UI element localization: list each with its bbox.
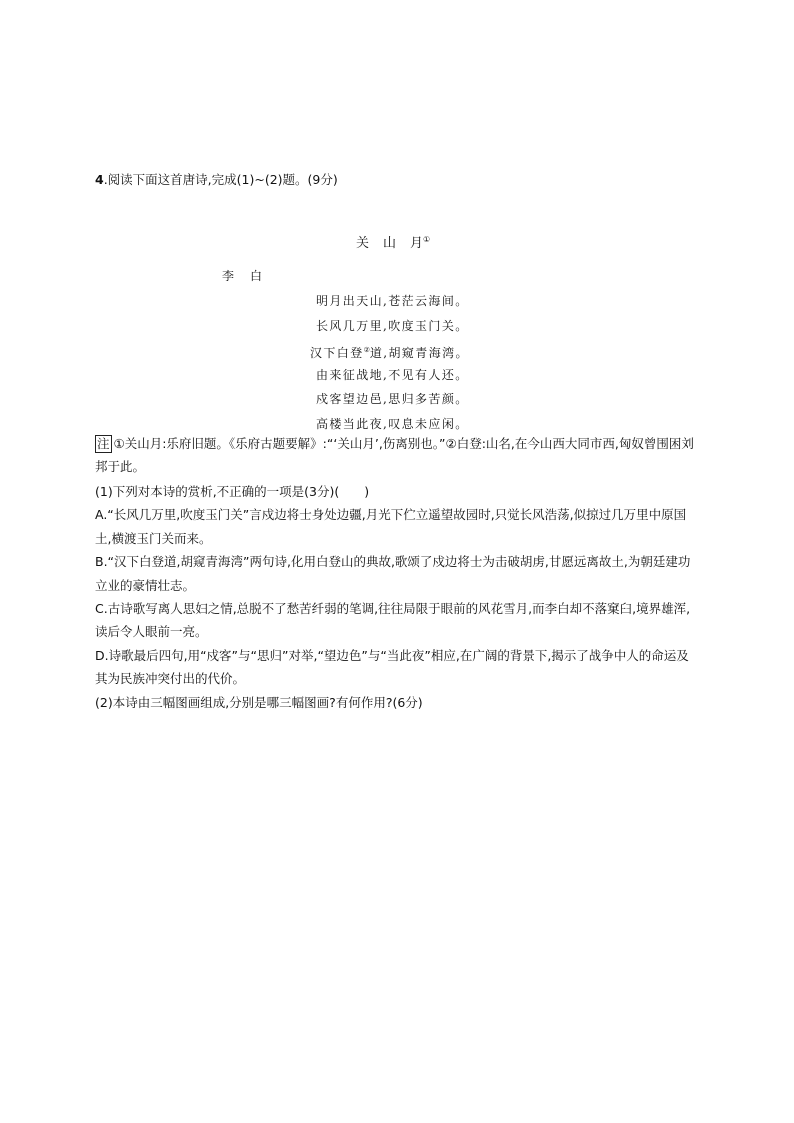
poem-title-char: 山	[383, 236, 397, 251]
poem-title	[356, 232, 430, 251]
question-number: 4	[95, 172, 104, 187]
poem-line-part: 汉下白登	[310, 346, 364, 360]
poem-line: 明月出天山,苍茫云海间。	[316, 294, 469, 308]
footnote-marker: ①	[423, 235, 431, 244]
note-label: 注	[97, 436, 110, 451]
poem-body	[310, 289, 469, 436]
poem-title-char: 月	[410, 236, 424, 251]
option-b: B.“汉下白登道,胡窥青海湾”两句诗,化用白登山的典故,歌颂了戍边将士为击破胡虏,甘愿远离故土,为朝廷建功立业的豪情壮志。	[95, 554, 691, 593]
poem-author-char: 白	[250, 269, 263, 283]
option-c: C.古诗歌写离人思妇之情,总脱不了愁苦纤弱的笔调,往往局限于眼前的风花雪月,而李白却不落窠臼,境界雄浑,读后令人眼前一亮。	[95, 601, 691, 640]
poem-line: 长风几万里,吹度玉门关。	[316, 318, 469, 333]
question-heading	[95, 170, 338, 188]
option-a: A.“长风几万里,吹度玉门关”言戍边将士身处边疆,月光下伫立遥望故园时,只觉长风浩荡,似掠过几万里中原国土,横渡玉门关而来。	[95, 507, 687, 546]
poem-line-part: 道,胡窥青海湾。	[369, 346, 469, 360]
footnote-marker: ②	[363, 346, 370, 354]
poem-line: 戍客望边邑,思归多苦颜。	[316, 392, 469, 406]
option-d: D.诗歌最后四句,用“戍客”与“思归”对举,“望边色”与“当此夜”相应,在广阔的背景下,揭示了战争中人的命运及其为民族冲突付出的代价。	[95, 647, 689, 687]
poem-title-char: 关	[356, 236, 370, 251]
subquestion-1-prompt: (1)下列对本诗的赏析,不正确的一项是(3分)( )	[95, 484, 370, 499]
poem-author-char: 李	[222, 269, 235, 283]
poem-line: 高楼当此夜,叹息未应闲。	[316, 416, 469, 431]
subquestions	[95, 480, 697, 714]
poem-author	[222, 267, 262, 284]
poem-notes	[95, 433, 695, 478]
subquestion-2-prompt: (2)本诗由三幅图画组成,分别是哪三幅图画?有何作用?(6分)	[95, 694, 423, 710]
poem-line: 由来征战地,不见有人还。	[316, 367, 469, 382]
poem-line	[310, 338, 469, 363]
question-instruction: .阅读下面这首唐诗,完成(1)~(2)题。(9分)	[103, 172, 338, 187]
note-text: ①关山月:乐府旧题。《乐府古题要解》:“‘关山月’,伤离别也。”②白登:山名,在今山西大同市西,匈奴曾围困刘邦于此。	[95, 436, 694, 474]
